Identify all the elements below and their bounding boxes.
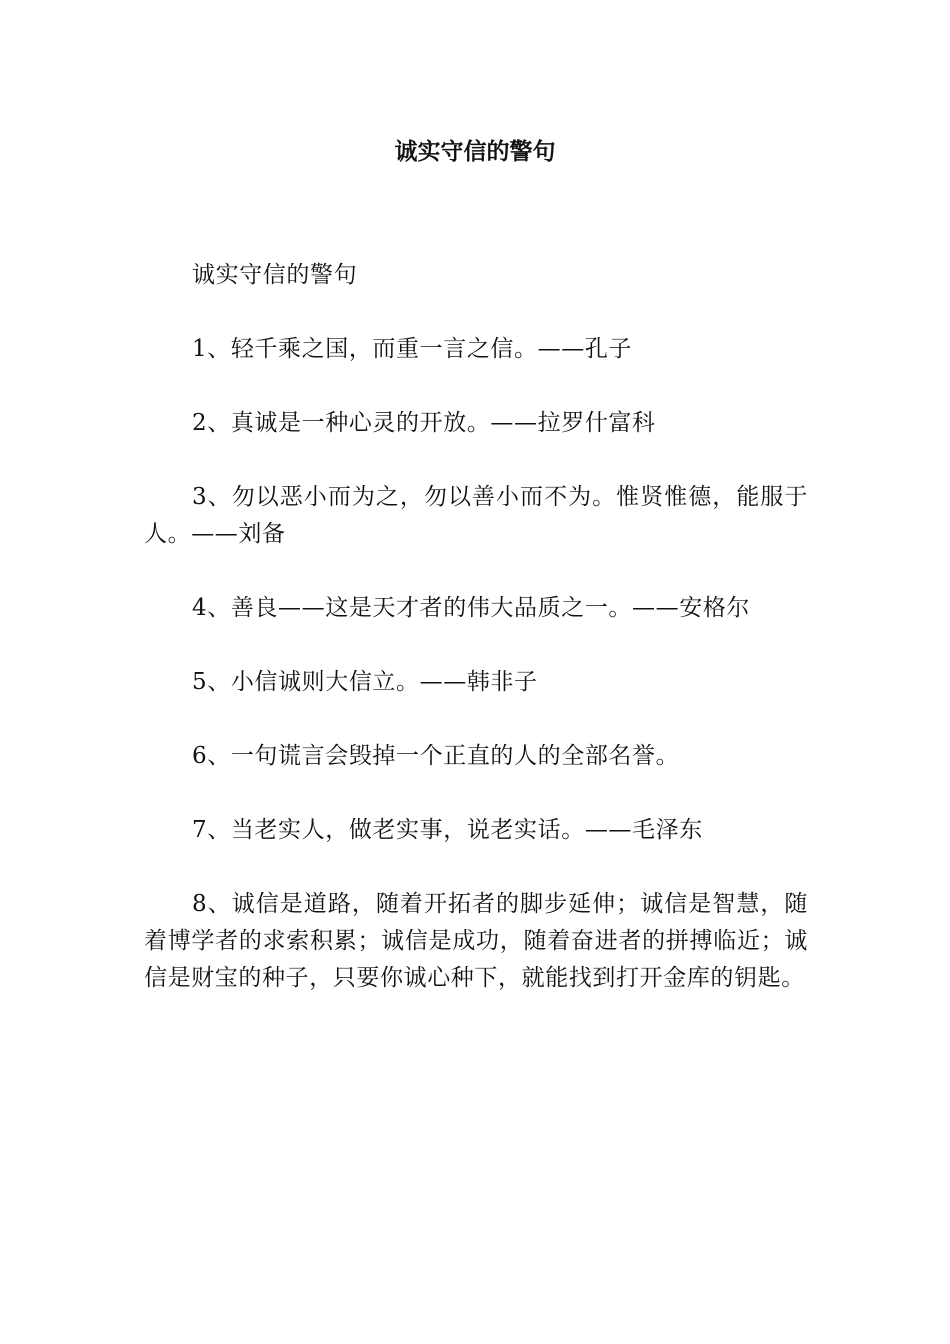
quote-item-8: 8、诚信是道路，随着开拓者的脚步延伸；诚信是智慧，随着博学者的求索积累；诚信是成功，随着奋进者的拼搏临近；诚信是财宝的种子，只要你诚心种下，就能找到打开金库的钥匙。 xyxy=(144,891,808,991)
document-title: 诚实守信的警句 xyxy=(394,139,556,165)
quote-item-3: 3、勿以恶小而为之，勿以善小而不为。惟贤惟德，能服于人。——刘备 xyxy=(144,484,808,547)
quote-item-5: 5、小信诚则大信立。——韩非子 xyxy=(192,669,538,695)
quote-item-1: 1、轻千乘之国，而重一言之信。——孔子 xyxy=(192,336,633,362)
quote-item-2: 2、真诚是一种心灵的开放。——拉罗什富科 xyxy=(192,410,656,436)
paragraph-heading: 诚实守信的警句 xyxy=(192,262,358,288)
quote-item-4: 4、善良——这是天才者的伟大品质之一。——安格尔 xyxy=(192,595,751,621)
document-body xyxy=(144,257,808,1034)
quote-item-6: 6、一句谎言会毁掉一个正直的人的全部名誉。 xyxy=(192,743,680,769)
quote-item-7: 7、当老实人，做老实事，说老实话。——毛泽东 xyxy=(192,817,703,843)
